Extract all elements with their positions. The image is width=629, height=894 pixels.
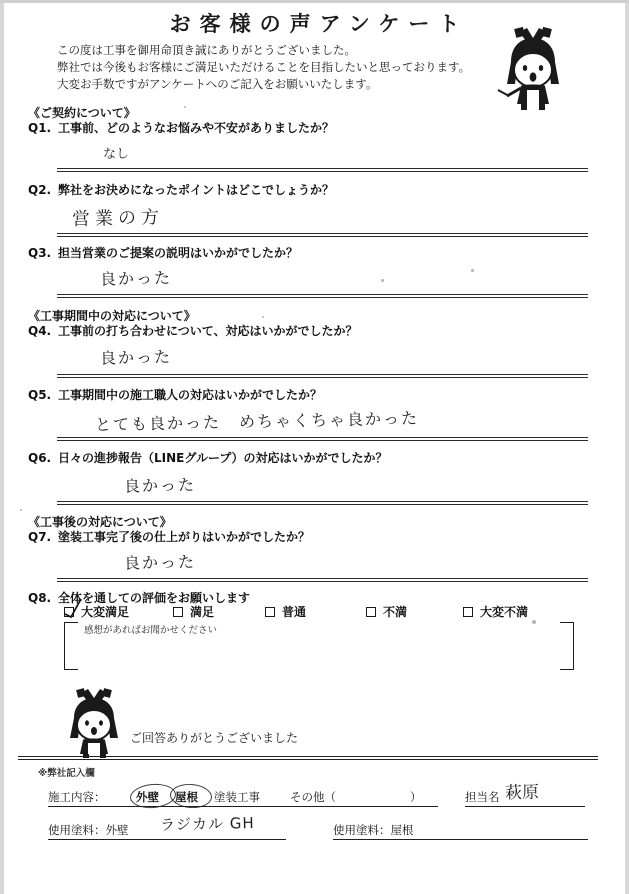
rating-label-satisfied: 満足 xyxy=(190,605,215,619)
intro-line-3: 大変お手数ですがアンケートへのご記入をお願いいたします。 xyxy=(57,77,378,91)
section-heading-during-work: 《工事期間中の対応について》 xyxy=(28,309,196,323)
scan-speck xyxy=(20,509,22,511)
scan-speck xyxy=(262,316,264,318)
question-q4 xyxy=(28,322,358,339)
answer-rule-q6 xyxy=(57,501,588,505)
section-heading-after-work: 《工事後の対応について》 xyxy=(28,515,172,529)
rating-option-neutral[interactable] xyxy=(265,603,306,620)
work-content-underline xyxy=(48,806,438,807)
intro-line-1: この度は工事を御用命頂き誠にありがとうございました。 xyxy=(57,43,356,57)
intro-paragraph xyxy=(57,42,487,93)
section-divider xyxy=(18,756,598,760)
question-q8-text: 全体を通しての評価をお願いします xyxy=(58,591,251,605)
answer-rule-q7 xyxy=(57,578,588,582)
checkbox-very-satisfied[interactable] xyxy=(64,607,74,617)
scan-speck xyxy=(381,279,384,282)
rating-label-dissatisfied: 不満 xyxy=(383,605,408,619)
answer-rule-q5 xyxy=(57,437,588,441)
admin-note: ※弊社記入欄 xyxy=(38,768,95,779)
answer-q7[interactable]: 良かった xyxy=(123,552,197,573)
question-q3-text: 担当営業のご提案の説明はいかがでしたか？ xyxy=(58,246,299,260)
comment-label: 感想があればお聞かせください xyxy=(84,625,218,636)
other-close: ） xyxy=(410,790,422,804)
question-q1 xyxy=(28,119,334,136)
question-q6-number: Q6. xyxy=(28,451,52,465)
question-q6 xyxy=(28,449,388,466)
rating-label-neutral: 普通 xyxy=(282,605,307,619)
answer-q6[interactable]: 良かった xyxy=(123,475,197,496)
question-q4-number: Q4. xyxy=(28,324,52,338)
rating-option-very-satisfied[interactable] xyxy=(64,603,129,620)
answer-rule-q1 xyxy=(57,168,588,172)
page-title: お客様の声アンケート xyxy=(169,12,469,36)
scan-edge-left xyxy=(0,0,4,894)
question-q5-text: 工事期間中の施工職人の対応はいかがでしたか？ xyxy=(58,388,323,402)
question-q1-number: Q1. xyxy=(28,121,52,135)
rating-option-very-dissatisfied[interactable] xyxy=(463,603,528,620)
scan-edge-top xyxy=(0,0,629,3)
question-q8-number: Q8. xyxy=(28,591,52,605)
scan-edge-right xyxy=(625,0,629,894)
rating-option-dissatisfied[interactable] xyxy=(366,603,407,620)
answer-q4[interactable]: 良かった xyxy=(99,347,173,368)
rating-options xyxy=(57,603,597,621)
question-q4-text: 工事前の打ち合わせについて、対応はいかがでしたか？ xyxy=(58,324,358,338)
work-content-label: 施工内容： xyxy=(48,790,106,804)
question-q6-text: 日々の進捗報告（LINEグループ）の対応はいかがでしたか？ xyxy=(58,451,388,465)
staff-label: 担当名 xyxy=(465,790,500,804)
answer-rule-q2 xyxy=(57,233,588,237)
section-heading-contract: 《ご契約について》 xyxy=(28,106,136,120)
mascot-samurai-bottom-icon xyxy=(62,688,126,758)
question-q5 xyxy=(28,386,322,403)
comment-bracket-right xyxy=(560,622,574,670)
checkbox-satisfied[interactable] xyxy=(173,607,183,617)
question-q2-text: 弊社をお決めになったポイントはどこでしょうか？ xyxy=(58,183,335,197)
answer-rule-q3 xyxy=(57,294,588,298)
paint-roof-label: 使用塗料：屋根 xyxy=(333,823,414,837)
work-option-wall[interactable]: 外壁 xyxy=(136,790,159,804)
scan-speck xyxy=(532,620,536,624)
answer-q2[interactable]: 営業の方 xyxy=(71,207,165,230)
answer-q5[interactable]: とても良かった めちゃくちゃ良かった xyxy=(94,408,420,435)
scan-speck xyxy=(184,106,186,108)
staff-underline xyxy=(465,806,585,807)
mascot-samurai-icon xyxy=(497,26,569,112)
rating-label-very-dissatisfied: 大変不満 xyxy=(480,605,529,619)
question-q3 xyxy=(28,244,298,261)
rating-option-satisfied[interactable] xyxy=(173,603,214,620)
question-q2 xyxy=(28,181,334,198)
paint-wall-label: 使用塗料：外壁 xyxy=(48,823,129,837)
paint-roof-underline xyxy=(333,839,588,840)
checkbox-dissatisfied[interactable] xyxy=(366,607,376,617)
paint-wall-underline xyxy=(48,839,286,840)
scan-speck xyxy=(471,269,474,272)
question-q7-number: Q7. xyxy=(28,530,52,544)
answer-q3[interactable]: 良かった xyxy=(99,268,173,289)
thanks-message: ご回答ありがとうございました xyxy=(130,731,299,745)
checkbox-neutral[interactable] xyxy=(265,607,275,617)
question-q7 xyxy=(28,528,310,545)
question-q2-number: Q2. xyxy=(28,183,52,197)
staff-value[interactable]: 萩原 xyxy=(504,782,540,804)
checkbox-very-dissatisfied[interactable] xyxy=(463,607,473,617)
comment-bracket-left xyxy=(64,622,78,670)
question-q1-text: 工事前、どのようなお悩みや不安がありましたか？ xyxy=(58,121,335,135)
answer-rule-q4 xyxy=(57,374,588,378)
answer-q1[interactable]: なし xyxy=(102,146,130,163)
other-label: その他（ xyxy=(290,790,336,804)
question-q3-number: Q3. xyxy=(28,246,52,260)
work-type: 塗装工事 xyxy=(214,790,260,804)
comment-box[interactable] xyxy=(64,622,574,672)
rating-label-very-satisfied: 大変満足 xyxy=(81,605,130,619)
intro-line-2: 弊社では今後もお客様にご満足いただけることを目指したいと思っております。 xyxy=(57,60,471,74)
question-q5-number: Q5. xyxy=(28,388,52,402)
question-q7-text: 塗装工事完了後の仕上がりはいかがでしたか？ xyxy=(58,530,311,544)
paint-wall-value[interactable]: ラジカル GH xyxy=(159,814,255,834)
work-option-roof[interactable]: 屋根 xyxy=(175,790,198,804)
